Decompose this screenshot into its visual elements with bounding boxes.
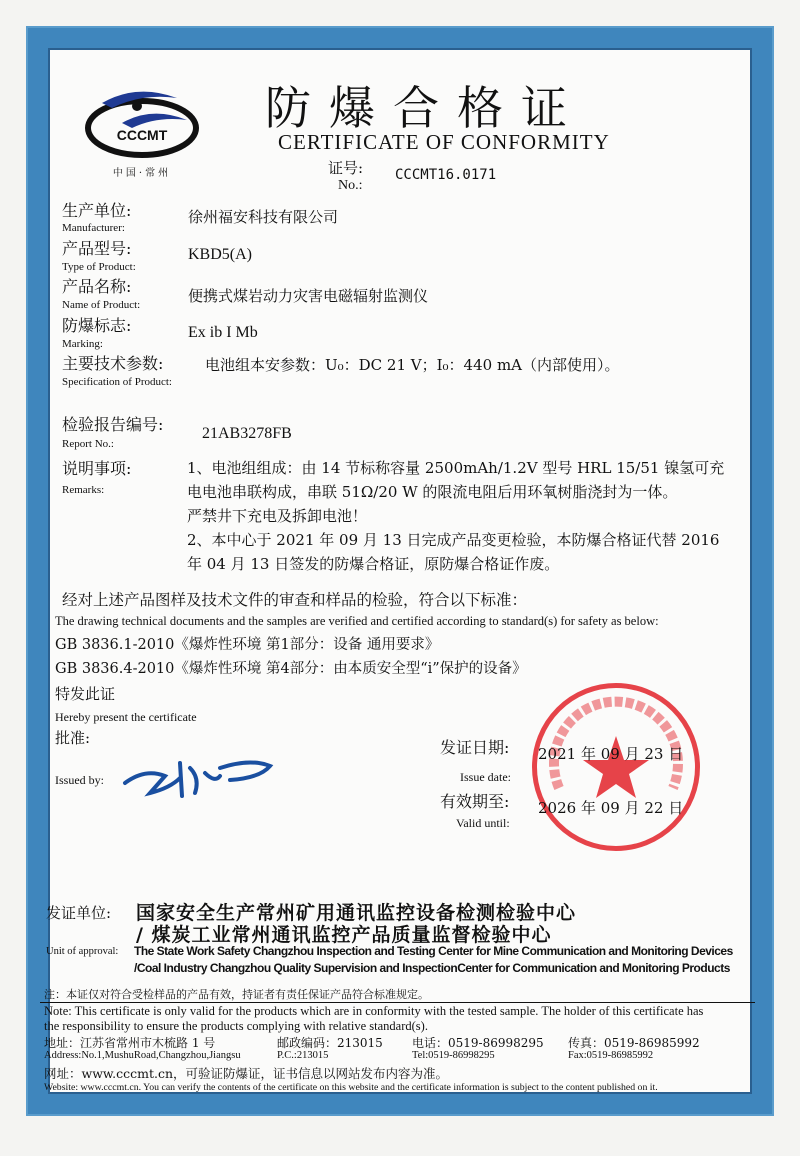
type-value: KBD5(A) bbox=[188, 246, 252, 263]
product-name-value: 便携式煤岩动力灾害电磁辐射监测仪 bbox=[188, 287, 429, 305]
note-cn: 注：本证仅对符合受检样品的产品有效，持证者有责任保证产品符合标准规定。 bbox=[44, 988, 429, 1001]
remarks-line: 年 04 月 13 日签发的防爆合格证，原防爆合格证作废。 bbox=[187, 555, 560, 573]
remarks-text bbox=[187, 456, 724, 576]
tel-en: Tel:0519-86998295 bbox=[412, 1050, 495, 1061]
fax-en: Fax:0519-86985992 bbox=[568, 1050, 654, 1061]
conformity-statement-cn: 经对上述产品图样及技术文件的审查和样品的检验，符合以下标准： bbox=[62, 591, 528, 609]
specification-label: 主要技术参数: bbox=[62, 354, 164, 373]
type-label: 产品型号: bbox=[62, 239, 132, 258]
issuer-label-en: Unit of approval: bbox=[46, 946, 119, 957]
valid-until-label-en: Valid until: bbox=[456, 816, 510, 830]
marking-value: Ex ib I Mb bbox=[188, 324, 258, 341]
issuer-name-cn-2: / 煤炭工业常州通讯监控产品质量监督检验中心 bbox=[136, 924, 552, 946]
type-label-en: Type of Product: bbox=[62, 261, 136, 273]
issuer-name-en-1: The State Work Safety Changzhou Inspection and Testing Center for Mine Communication and Monitoring Devices bbox=[134, 944, 733, 958]
remarks-line: 2、本中心于 2021 年 09 月 13 日完成产品变更检验，本防爆合格证代替 2016 bbox=[187, 531, 720, 549]
title-cn: 防爆合格证 bbox=[265, 81, 585, 135]
remarks-line: 严禁井下充电及拆卸电池！ bbox=[187, 507, 368, 525]
present-en: Hereby present the certificate bbox=[55, 710, 197, 724]
remarks-line: 电电池串联构成，串联 51Ω/20 W 的限流电阻后用环氧树脂浇封为一体。 bbox=[187, 483, 678, 501]
marking-label-en: Marking: bbox=[62, 338, 103, 350]
postcode-cn: 邮政编码：213015 bbox=[277, 1036, 383, 1050]
tel-cn: 电话：0519-86998295 bbox=[412, 1036, 544, 1050]
website-en: Website: www.cccmt.cn. You can verify the contents of the certificate on this website and the certificate information is subject to the content published on it. bbox=[44, 1082, 658, 1093]
issuer-label: 发证单位: bbox=[46, 904, 112, 922]
remarks-line: 1、电池组组成：由 14 节标称容量 2500mAh/1.2V 型号 HRL 15/51 镍氢可充 bbox=[187, 459, 725, 477]
issue-date-label-en: Issue date: bbox=[460, 770, 511, 784]
manufacturer-label: 生产单位: bbox=[62, 201, 132, 220]
svg-text:CCCMT: CCCMT bbox=[116, 127, 168, 143]
address-en: Address:No.1,MushuRoad,Changzhou,Jiangsu bbox=[44, 1050, 241, 1061]
valid-until-label: 有效期至: bbox=[440, 792, 510, 811]
manufacturer-label-en: Manufacturer: bbox=[62, 222, 125, 234]
title-en: CERTIFICATE OF CONFORMITY bbox=[278, 130, 610, 154]
report-value: 21AB3278FB bbox=[202, 425, 292, 442]
issuer-name-en-2: /Coal Industry Changzhou Quality Supervision and InspectionCenter for Communication and Monitoring Products bbox=[134, 961, 730, 975]
logo-caption: 中国·常州 bbox=[112, 168, 172, 179]
postcode-en: P.C.:213015 bbox=[277, 1050, 329, 1061]
product-name-label: 产品名称: bbox=[62, 277, 132, 296]
seal-star-icon bbox=[537, 688, 695, 846]
report-label: 检验报告编号: bbox=[62, 415, 164, 434]
valid-until-date: 2026 年 09 月 22 日 bbox=[538, 799, 684, 817]
note-en-2: the responsibility to ensure the products complying with relative standard(s). bbox=[44, 1019, 428, 1033]
note-box bbox=[40, 1002, 755, 1003]
specification-value: 电池组本安参数：U₀：DC 21 V；I₀：440 mA（内部使用）。 bbox=[205, 356, 620, 374]
manufacturer-value: 徐州福安科技有限公司 bbox=[188, 208, 339, 226]
marking-label: 防爆标志: bbox=[62, 316, 132, 335]
website-cn: 网址：www.cccmt.cn，可验证防爆证，证书信息以网站发布内容为准。 bbox=[44, 1066, 448, 1081]
report-label-en: Report No.: bbox=[62, 438, 114, 450]
present-cn: 特发此证 bbox=[55, 685, 116, 703]
note-en-1: Note: This certificate is only valid for the products which are in conformity with the tested sample. The holder of this certificate has bbox=[44, 1004, 704, 1018]
cccmt-logo bbox=[82, 78, 202, 179]
issue-date: 2021 年 09 月 23 日 bbox=[538, 745, 684, 763]
approval-label: 批准: bbox=[55, 729, 91, 747]
issuer-name-cn-1: 国家安全生产常州矿用通讯监控设备检测检验中心 bbox=[136, 902, 577, 924]
cert-no: CCCMT16.0171 bbox=[395, 167, 497, 183]
cert-no-label-cn: 证号: bbox=[328, 159, 364, 177]
remarks-label: 说明事项: bbox=[62, 459, 132, 478]
product-name-label-en: Name of Product: bbox=[62, 299, 141, 311]
cert-no-label-en: No.: bbox=[338, 178, 363, 193]
signature-icon bbox=[120, 748, 280, 808]
conformity-statement-en: The drawing technical documents and the samples are verified and certified according to standard(s) for safety as below: bbox=[55, 614, 659, 628]
address-cn: 地址：江苏省常州市木梳路 1 号 bbox=[44, 1036, 216, 1050]
fax-cn: 传真：0519-86985992 bbox=[568, 1036, 700, 1050]
logo-emblem-icon bbox=[82, 78, 202, 158]
remarks-label-en: Remarks: bbox=[62, 484, 105, 496]
standard-2: GB 3836.4-2010《爆炸性环境 第4部分：由本质安全型“i”保护的设备》 bbox=[55, 661, 527, 677]
official-seal bbox=[532, 683, 700, 851]
issued-by-label: Issued by: bbox=[55, 773, 104, 787]
issue-date-label: 发证日期: bbox=[440, 738, 510, 757]
specification-label-en: Specification of Product: bbox=[62, 376, 172, 388]
standard-1: GB 3836.1-2010《爆炸性环境 第1部分：设备 通用要求》 bbox=[55, 637, 440, 653]
